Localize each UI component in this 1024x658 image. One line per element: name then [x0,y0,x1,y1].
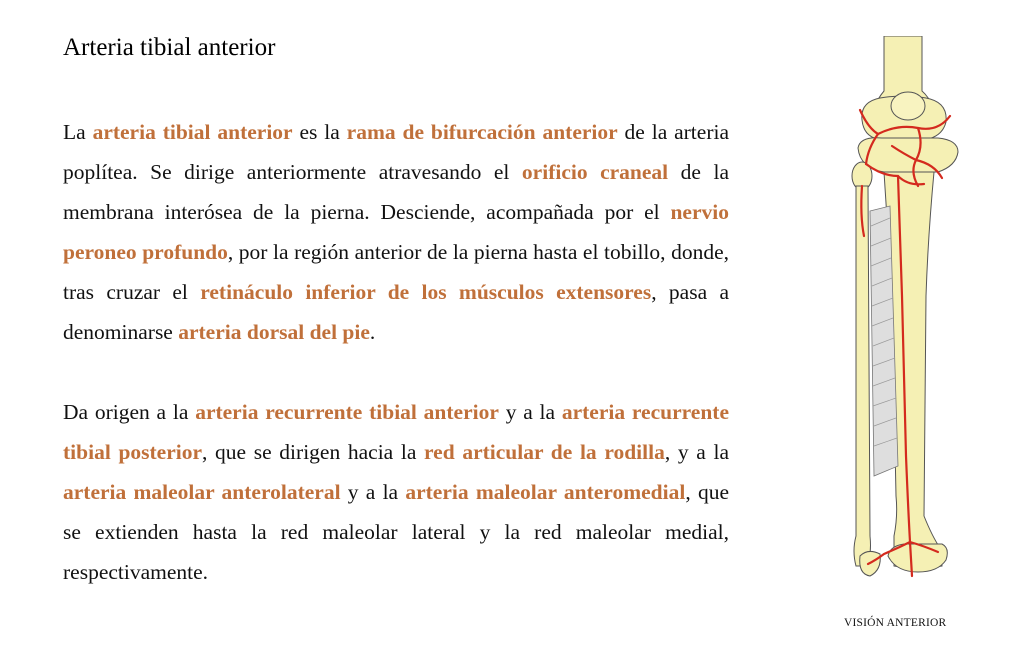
text-run: y a la [498,400,562,424]
text-run: de la membrana interósea de la pierna. Desciende, acompañada por el [63,160,730,224]
text-run: y a la [340,480,406,504]
text-block [63,112,729,632]
text-run: La [63,120,93,144]
text-run: de la arteria poplítea. Se dirige anteriormente atravesando el [63,120,729,184]
highlighted-term: arteria recurrente tibial anterior [195,400,499,424]
text-run: Da origen a la [63,400,196,424]
figure-caption: VISIÓN ANTERIOR [844,617,947,629]
text-run: , que se dirigen hacia la [202,440,425,464]
text-run: es la [292,120,347,144]
page-title: Arteria tibial anterior [63,34,276,61]
paragraph-1 [63,112,729,352]
highlighted-term: arteria dorsal del pie [178,320,370,344]
highlighted-term: red articular de la rodilla [424,440,665,464]
text-run: , que se extienden hasta la red maleolar lateral y la red maleolar medial, respectivamente. [63,480,729,584]
leg-anatomy-illustration [838,36,978,596]
text-run: , por la región anterior de la pierna hasta el tobillo, donde, tras cruzar el [63,240,729,304]
highlighted-term: arteria maleolar anteromedial [405,480,686,504]
highlighted-term: nervio peroneo profundo [63,200,729,264]
highlighted-term: arteria tibial anterior [92,120,293,144]
highlighted-term: arteria maleolar anterolateral [63,480,341,504]
fibula [854,186,871,566]
highlighted-term: rama de bifurcación anterior [346,120,618,144]
paragraph-2 [63,392,729,592]
patella [891,92,925,120]
highlighted-term: orificio craneal [521,160,669,184]
text-run: , pasa a denominarse [63,280,729,344]
text-run: . [369,320,376,344]
text-run: , y a la [664,440,729,464]
highlighted-term: arteria recurrente tibial posterior [63,400,729,464]
highlighted-term: retináculo inferior de los músculos extensores [200,280,652,304]
